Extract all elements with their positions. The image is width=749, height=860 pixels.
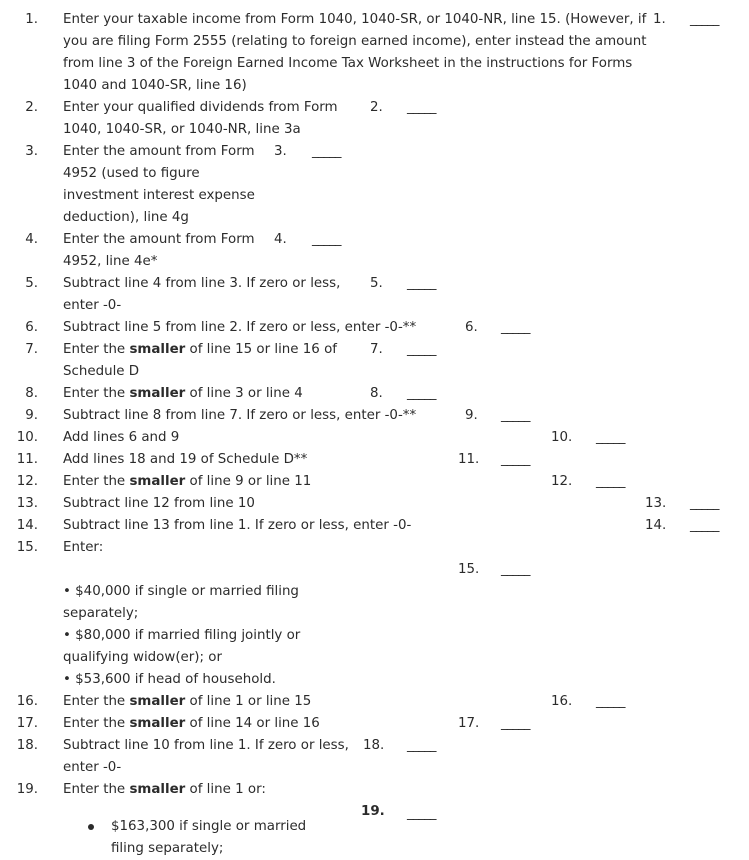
bullet-item: • $40,000 if single or married filing (63, 584, 299, 599)
line-number: 9. (25, 408, 38, 423)
line-number: 13. (16, 496, 38, 511)
line-ref: 15. (458, 562, 480, 577)
amount-blank[interactable]: _____ (501, 716, 530, 731)
line-number: 18. (16, 738, 38, 753)
line-text: from line 3 of the Foreign Earned Income Tax Worksheet in the instructions for Forms (63, 56, 633, 71)
line-text: Enter: (63, 540, 104, 555)
line-text: enter -0- (63, 760, 122, 775)
line-ref: 17. (458, 716, 480, 731)
amount-blank[interactable]: _____ (501, 562, 530, 577)
line-number: 6. (25, 320, 38, 335)
line-ref: 12. (551, 474, 573, 489)
amount-blank[interactable]: _____ (312, 232, 341, 247)
text-post: of line 14 or line 16 (185, 716, 320, 731)
line-ref: 4. (274, 232, 287, 247)
amount-blank[interactable]: _____ (690, 518, 719, 533)
line-text: Subtract line 5 from line 2. If zero or less, enter -0-** (63, 320, 417, 335)
line-text: 1040, 1040-SR, or 1040-NR, line 3a (63, 122, 301, 137)
line-number: 1. (25, 12, 38, 27)
line-ref: 16. (551, 694, 573, 709)
line-text (63, 471, 311, 493)
line-ref: 5. (370, 276, 383, 291)
line-text: you are filing Form 2555 (relating to foreign earned income), enter instead the amount (63, 34, 647, 49)
line-ref: 6. (465, 320, 478, 335)
line-number: 11. (16, 452, 38, 467)
amount-blank[interactable]: _____ (501, 452, 530, 467)
bullet-dot (88, 824, 94, 830)
text-post: of line 1 or: (185, 782, 266, 797)
amount-blank[interactable]: _____ (407, 342, 436, 357)
text-pre: Enter the (63, 474, 130, 489)
line-text (63, 691, 311, 713)
line-ref: 3. (274, 144, 287, 159)
amount-blank[interactable]: _____ (501, 320, 530, 335)
bullet-text: $40,000 if single or married filing (75, 584, 299, 599)
text-pre: Enter the (63, 386, 130, 401)
line-text: Subtract line 13 from line 1. If zero or less, enter -0- (63, 518, 412, 533)
amount-blank[interactable]: _____ (596, 430, 625, 445)
amount-blank[interactable]: _____ (407, 386, 436, 401)
amount-blank[interactable]: _____ (596, 694, 625, 709)
line-text: Subtract line 10 from line 1. If zero or less, (63, 738, 349, 753)
line-text: enter -0- (63, 298, 122, 313)
line-text: Enter the amount from Form (63, 144, 255, 159)
line-text: Schedule D (63, 364, 140, 379)
amount-blank[interactable]: _____ (407, 806, 436, 821)
line-number: 14. (16, 518, 38, 533)
text-bold: smaller (129, 474, 186, 489)
amount-blank[interactable]: _____ (501, 408, 530, 423)
line-text (63, 383, 303, 405)
text-bold: smaller (129, 694, 186, 709)
line-ref: 2. (370, 100, 383, 115)
line-number: 4. (25, 232, 38, 247)
line-ref: 19. (361, 804, 385, 819)
line-text: deduction), line 4g (63, 210, 189, 225)
line-text: Subtract line 8 from line 7. If zero or less, enter -0-** (63, 408, 417, 423)
amount-blank[interactable]: _____ (407, 738, 436, 753)
line-text (63, 339, 337, 361)
line-number: 8. (25, 386, 38, 401)
bullet-item: • $80,000 if married filing jointly or (63, 628, 301, 643)
amount-blank[interactable]: _____ (596, 474, 625, 489)
line-ref: 7. (370, 342, 383, 357)
line-text: Enter your qualified dividends from Form (63, 100, 338, 115)
line-text: investment interest expense (63, 188, 255, 203)
line-ref: 18. (363, 738, 385, 753)
line-text: Subtract line 12 from line 10 (63, 496, 255, 511)
line-ref: 1. (653, 12, 666, 27)
line-text: Add lines 18 and 19 of Schedule D** (63, 452, 308, 467)
bullet-item: $163,300 if single or married (111, 819, 307, 834)
line-text (63, 713, 320, 735)
line-number: 10. (16, 430, 38, 445)
amount-blank[interactable]: _____ (407, 100, 436, 115)
text-post: of line 3 or line 4 (185, 386, 303, 401)
line-number: 16. (16, 694, 38, 709)
line-ref: 8. (370, 386, 383, 401)
amount-blank[interactable]: _____ (312, 144, 341, 159)
line-number: 19. (16, 782, 38, 797)
line-text: Enter your taxable income from Form 1040, 1040-SR, or 1040-NR, line 15. (However, if (63, 12, 647, 27)
line-number: 12. (16, 474, 38, 489)
bullet-item: qualifying widow(er); or (63, 650, 222, 665)
text-post: of line 15 or line 16 of (185, 342, 337, 357)
line-text: 1040 and 1040-SR, line 16) (63, 78, 247, 93)
bullet-item: filing separately; (111, 841, 224, 856)
text-bold: smaller (129, 782, 186, 797)
bullet-text: $80,000 if married filing jointly or (75, 628, 301, 643)
text-post: of line 1 or line 15 (185, 694, 312, 709)
bullet-text: $53,600 if head of household. (75, 672, 276, 687)
text-bold: smaller (129, 386, 186, 401)
text-bold: smaller (129, 716, 186, 731)
amount-blank[interactable]: _____ (690, 12, 719, 27)
line-ref: 11. (458, 452, 480, 467)
line-number: 7. (25, 342, 38, 357)
line-text: 4952, line 4e* (63, 254, 158, 269)
line-ref: 9. (465, 408, 478, 423)
line-text: Add lines 6 and 9 (63, 430, 180, 445)
line-number: 3. (25, 144, 38, 159)
text-pre: Enter the (63, 716, 130, 731)
line-number: 2. (25, 100, 38, 115)
text-pre: Enter the (63, 694, 130, 709)
line-ref: 13. (645, 496, 667, 511)
text-bold: smaller (129, 342, 186, 357)
line-text (63, 779, 266, 801)
line-number: 17. (16, 716, 38, 731)
line-number: 5. (25, 276, 38, 291)
line-ref: 10. (551, 430, 573, 445)
text-pre: Enter the (63, 342, 130, 357)
line-ref: 14. (645, 518, 667, 533)
line-text: Enter the amount from Form (63, 232, 255, 247)
text-post: of line 9 or line 11 (185, 474, 312, 489)
line-text: Subtract line 4 from line 3. If zero or less, (63, 276, 341, 291)
bullet-item: separately; (63, 606, 139, 621)
line-number: 15. (16, 540, 38, 555)
bullet-item: • $53,600 if head of household. (63, 672, 276, 687)
line-text: 4952 (used to figure (63, 166, 200, 181)
text-pre: Enter the (63, 782, 130, 797)
amount-blank[interactable]: _____ (690, 496, 719, 511)
amount-blank[interactable]: _____ (407, 276, 436, 291)
